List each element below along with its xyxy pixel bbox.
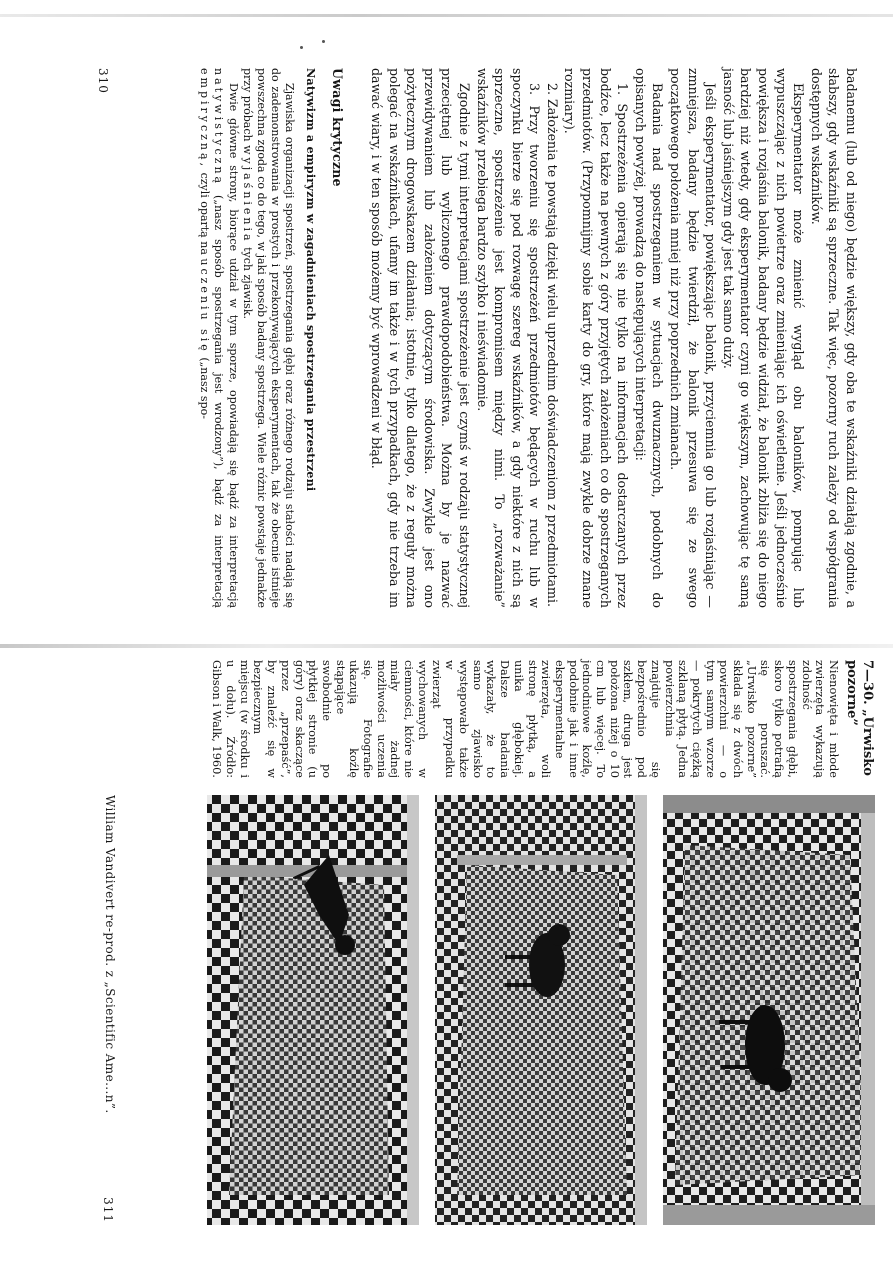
figure-photos (191, 795, 875, 1225)
scan-speck (300, 46, 303, 49)
photo-kid-leaping (207, 795, 419, 1225)
page-number: 310 (96, 68, 110, 94)
photo-kid-at-edge (435, 795, 647, 1225)
section-heading: Uwagi krytyczne (330, 68, 346, 187)
body-paragraph: Zgodnie z tymi interpretacjami spostrzeżenie jest czymś w rodzaju statystycznej przeciętnej lub wyliczonego prawdopodobieństwa. Można by je nazwać przewidywaniem lub założeniem dotyczącym środowiska. Zwykle jest ono pożytecznym drogowskazem działania; istotnie, tylko dlatego, że z reguły można polegać na wskaźnikach, ufamy im także i w tych przypadkach, gdy nie trzeba im dawać wiary, i w ten sposób możemy być wprowadzeni w błąd. (368, 68, 472, 608)
checkerboard-photo (207, 795, 419, 1225)
body-paragraph: Eksperymentator może zmienić wygląd obu baloników, pompując lub wypuszczając z nich powietrze oraz zmieniając ich oświetlenie. Jeśli jednocześnie powiększa i rozjaśnia balonik, badany będzie widział, że balonik zbliża się do niego bardziej niż wtedy, gdy eksperymentator czyni go większym, zachowując tę samą jasność lub jaśniejszym gdy jest tak samo duży. (720, 68, 807, 608)
section-subheading: Natywizm a empiryzm w zagadnieniach spostrzegania przestrzeni (304, 68, 319, 492)
photo-kid-shallow-side (663, 795, 875, 1225)
critical-paragraph: Dwie główne strony, biorące udział w tym sporze, opowiadają się bądź za interpretacją natywistyczną („nasz sposób spostrzegania jest wrodzony”), bądź za interpretacją empiryczną, czyli opartą na uczeniu się („nasz spo- (198, 68, 240, 608)
scan-artifact-fold (0, 644, 893, 648)
caption-text: Nienowięta i młode zwierzęta wykazują zdolność spostrzegania głębi, skoro tylko potrafią się poruszać. „Urwisko pozorne” składa się z dwóch powierzchni — o tym samym wzorze — pokrytych ciężką szklaną płytą. Jedna powierzchnia znajduje się bezpośrednio pod szkłem, druga jest położona niżej o 10 cm lub więcej. To jednodniowe koźlę, podobnie jak i inne eksperymentalne zwierzęta, woli stronę płytką, a unika głębokiej. Dalsze badania wykazały, że to samo zjawisko występowało także w przypadku zwierząt wychowanych w ciemności, które nie miały żadnej możliwości uczenia się. Fotografie ukazują koźlę stąpające swobodnie po płytkiej stronie (u góry) oraz skaczące przez „przepaść”, by znaleźć się w bezpiecznym miejscu (w środku i u dołu). Źródło: Gibson i Walk, 1960. (210, 660, 840, 778)
text-column (197, 68, 860, 608)
scan-speck (322, 40, 325, 43)
body-paragraph: badanemu (lub od niego) będzie większy, gdy oba te wskaźniki działają zgodnie, a słabszy, gdy wskaźniki są sprzeczne. Tak więc, pozorny ruch zależy od współgrania dostępnych wskaźników. (808, 68, 859, 608)
page-number: 311 (101, 1197, 115, 1223)
checkerboard-photo (663, 795, 875, 1225)
body-paragraph: Jeśli eksperymentator, powiększając balonik, przyciemnia go lub rozjaśniając — zmniejsza, badany będzie twierdził, że balonik przesuwa się ze swego początkowego położenia mniej niż przy poprzednich zmianach. (668, 68, 719, 608)
body-paragraph: 1. Spostrzeżenia opierają się nie tylko na informacjach dostarczanych przez bodźce, lecz także na pewnych z góry przyjętych założeniach co do spostrzeganych przedmiotów. (Przypomnijmy sobie karty do gry, które mają zwykle dobrze znane rozmiary). (562, 68, 631, 608)
body-paragraph: 2. Założenia te powstają dzięki wielu uprzednim doświadczeniom z przedmiotami. (544, 83, 560, 607)
book-page-310 (40, 68, 860, 608)
body-paragraph: Badania nad spostrzeganiem w sytuacjach dwuznacznych, podobnych do opisanych powyżej, prowadzą do następujących interpretacji: (632, 68, 666, 608)
book-page-311 (95, 660, 875, 1235)
scan-artifact-top (0, 14, 893, 17)
body-paragraph: 3. Przy tworzeniu się spostrzeżeń przedmiotów będących w ruchu lub w spoczynku bierze się pod rozwagę szereg wskaźników, a gdy niektóre z nich są sprzeczne, spostrzeżenie jest kompromisem między nimi. To „rozważanie” wskaźników przebiega bardzo szybko i nieświadomie. (474, 68, 543, 608)
photo-credit: William Vandivert re-prod. z „Scientific Ame...n”. (103, 795, 117, 1114)
checkerboard-photo (435, 795, 647, 1225)
caption-title: 7—30. „Urwisko pozorne” (844, 660, 875, 776)
critical-paragraph: Zjawiska organizacji spostrzeń, spostrzegania głębi oraz różnego rodzaju stałości nadają się do zademonstrowania w prostych i przekonywających eksperymentach, tak że obecnie istnieje powszechna zgoda co do tego, w jaki sposób badany spostrzega. Wiele różnic powstaje jednakże przy próbach wyjaśnienia tych zjawisk. (240, 68, 297, 608)
figure-caption (210, 660, 875, 778)
